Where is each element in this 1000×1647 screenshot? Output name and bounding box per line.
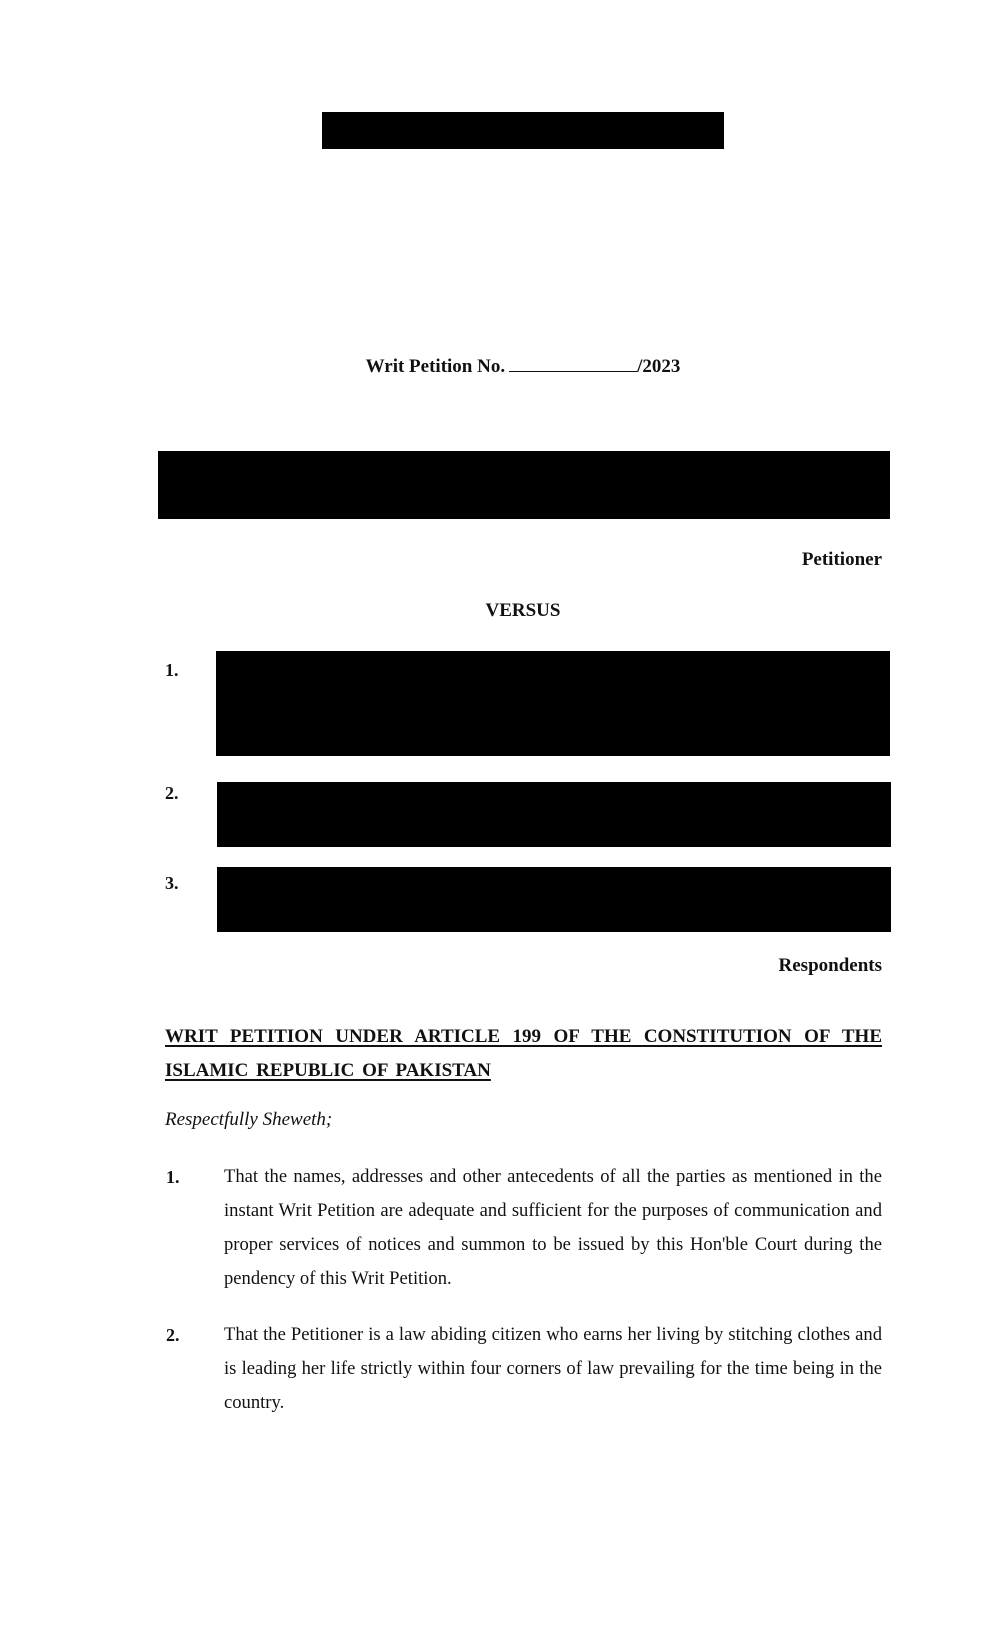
salutation: Respectfully Sheweth;	[165, 1109, 333, 1130]
paragraph-2: That the Petitioner is a law abiding citizen who earns her living by stitching clothes and is leading her life strictly within four corners of law prevailing for the time being in the country.	[224, 1324, 882, 1413]
case-title	[0, 353, 1000, 379]
respondents-label: Respondents	[778, 955, 882, 976]
respondent-number-3: 3.	[165, 873, 179, 893]
respondent-number-1: 1.	[165, 660, 179, 680]
redacted-court-name	[322, 112, 724, 149]
redacted-petitioner	[158, 451, 890, 519]
paragraph-number-2: 2.	[166, 1325, 180, 1345]
redacted-respondent-3	[217, 867, 891, 932]
versus-label: VERSUS	[485, 600, 561, 621]
paragraph-1: That the names, addresses and other antecedents of all the parties as mentioned in the instant Writ Petition are adequate and sufficient for the purposes of communication and proper services of notices and summon to be issued by this Hon'ble Court during the pendency of this Writ Petition.	[224, 1166, 882, 1289]
respondent-number-2: 2.	[165, 783, 179, 803]
redacted-respondent-1	[216, 651, 890, 756]
case-title-prefix: Writ Petition No.	[365, 356, 506, 377]
petitioner-label: Petitioner	[801, 549, 882, 570]
case-number-blank	[509, 353, 637, 372]
paragraph-number-1: 1.	[166, 1167, 180, 1187]
redacted-respondent-2	[217, 782, 891, 847]
case-title-year: /2023	[637, 356, 681, 377]
petition-heading: WRIT PETITION UNDER ARTICLE 199 OF THE CONSTITUTION OF THE ISLAMIC REPUBLIC OF PAKISTAN	[165, 1026, 882, 1081]
